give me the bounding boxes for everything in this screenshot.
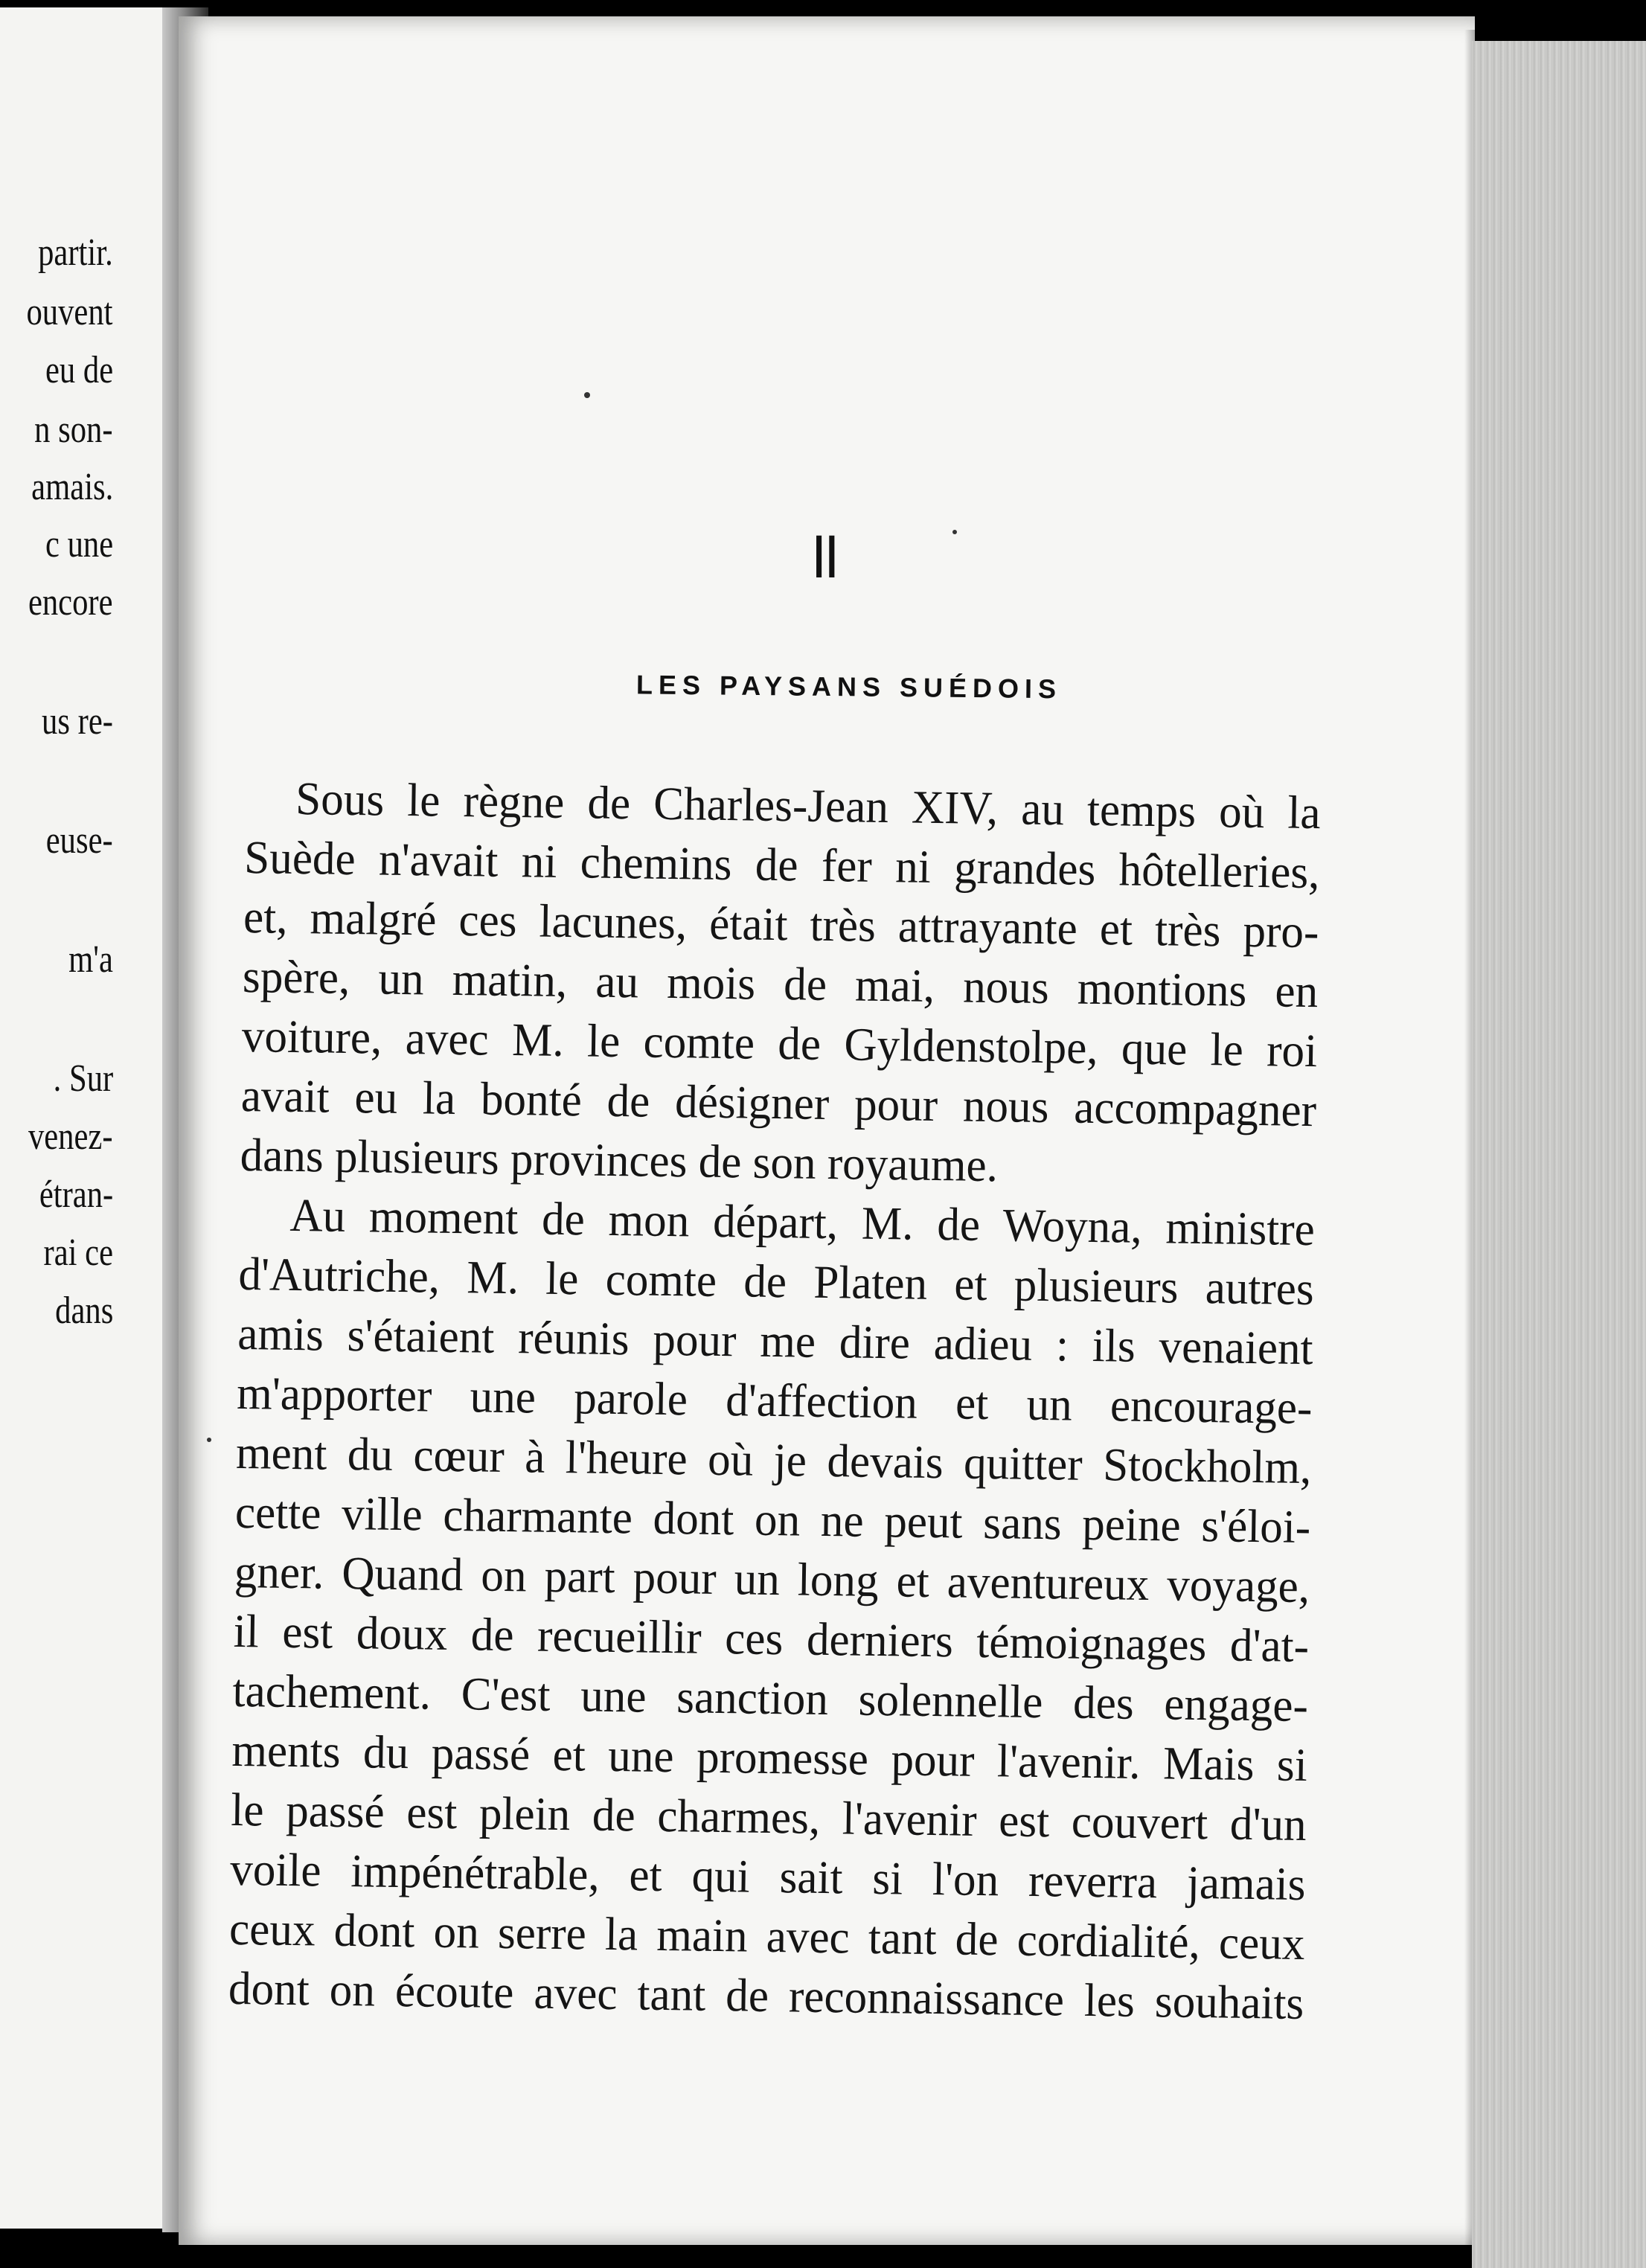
previous-page-line: c une: [45, 523, 113, 566]
text-line: et, malgré ces lacunes, était très attrayante et très pro-: [243, 890, 1319, 958]
text-line: avait eu la bonté de désigner pour nous accompagner: [240, 1069, 1317, 1137]
text-line: voile impénétrable, et qui sait si l'on reverra jamais: [229, 1842, 1306, 1911]
previous-page-line: encore: [28, 581, 113, 624]
previous-page-line: venez-: [28, 1115, 113, 1158]
chapter-number: II: [813, 523, 840, 591]
text-line: m'apporter une parole d'affection et un encourage-: [236, 1366, 1313, 1435]
text-line: ceux dont on serre la main avec tant de cordialité, ceux: [228, 1902, 1305, 1970]
text-line: tachement. C'est une sanction solennelle des engage-: [232, 1664, 1309, 1732]
previous-page-line: dans: [54, 1290, 113, 1332]
text-line: ment du cœur à l'heure où je devais quitter Stockholm,: [235, 1426, 1312, 1494]
body-text: [228, 768, 1488, 2035]
previous-page-line: euse-: [46, 819, 113, 862]
text-line: ments du passé et une promesse pour l'avenir. Mais si: [231, 1723, 1308, 1792]
previous-page-line: us re-: [42, 700, 113, 743]
text-line: Sous le règne de Charles-Jean XIV, au temps où la: [295, 772, 1322, 839]
previous-page-line: eu de: [45, 349, 113, 391]
chapter-title: LES PAYSANS SUÉDOIS: [635, 669, 1063, 705]
previous-page-line: étran-: [39, 1173, 113, 1216]
previous-page-line: ouvent: [26, 291, 113, 333]
text-line: cette ville charmante dont on ne peut sans peine s'éloi-: [234, 1485, 1311, 1554]
text-line: voiture, avec M. le comte de Gyldenstolpe, que le roi: [241, 1009, 1318, 1077]
text-line: il est doux de recueillir ces derniers témoignages d'at-: [233, 1604, 1310, 1673]
text-line: Au moment de mon départ, M. de Woyna, ministre: [289, 1188, 1316, 1256]
page-block-edges: [1472, 41, 1646, 2268]
previous-page-line: m'a: [68, 938, 113, 981]
text-line: le passé est plein de charmes, l'avenir est couvert d'un: [230, 1783, 1307, 1851]
text-line: dans plusieurs provinces de son royaume.: [240, 1128, 999, 1192]
text-line: amis s'étaient réunis pour me dire adieu : ils venaient: [237, 1307, 1314, 1375]
ink-speck: [207, 1438, 211, 1442]
previous-page-line: amais.: [31, 466, 113, 508]
previous-page-line: rai ce: [43, 1231, 113, 1274]
previous-page-line: partir.: [38, 231, 113, 274]
text-line: dont on écoute avec tant de reconnaissance les souhaits: [228, 1961, 1304, 2030]
text-line: Suède n'avait ni chemins de fer ni grandes hôtelleries,: [243, 830, 1320, 899]
text-line: spère, un matin, au mois de mai, nous montions en: [242, 949, 1319, 1018]
book-page: [179, 16, 1475, 2245]
text-line: gner. Quand on part pour un long et aventureux voyage,: [234, 1545, 1310, 1613]
previous-page-line: . Sur: [53, 1057, 113, 1100]
previous-page-line: n son-: [34, 409, 113, 451]
text-line: d'Autriche, M. le comte de Platen et plusieurs autres: [238, 1247, 1315, 1316]
ink-speck: [584, 392, 590, 398]
previous-page-fragment: [0, 7, 170, 2229]
